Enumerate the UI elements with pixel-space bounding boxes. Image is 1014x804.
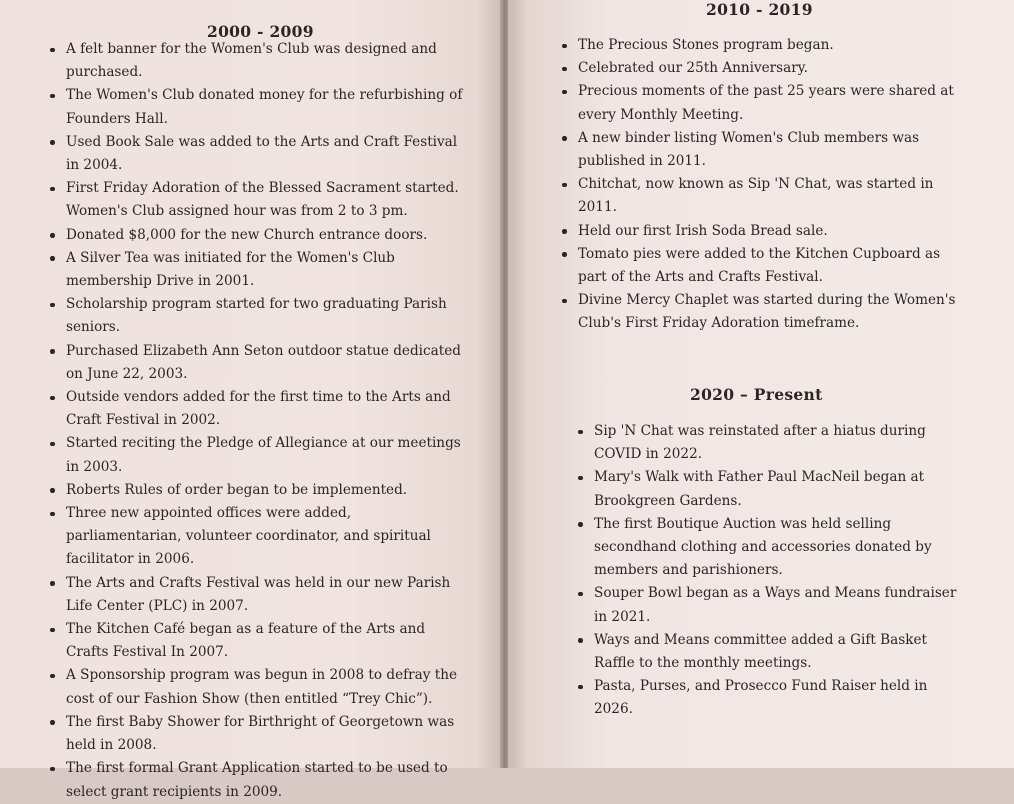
section-heading-2010-2019: 2010 - 2019 (706, 0, 813, 19)
list-item: The first Baby Shower for Birthright of Georgetown was held in 2008. (50, 711, 470, 757)
list-item: Pasta, Purses, and Prosecco Fund Raiser held in 2026. (578, 675, 958, 721)
list-item: Souper Bowl began as a Ways and Means fundraiser in 2021. (578, 582, 958, 628)
list-item: Mary's Walk with Father Paul MacNeil began at Brookgreen Gardens. (578, 466, 958, 512)
list-item: The Women's Club donated money for the refurbishing of Founders Hall. (50, 84, 470, 130)
list-item: Celebrated our 25th Anniversary. (562, 57, 972, 80)
list-item: A Sponsorship program was begun in 2008 to defray the cost of our Fashion Show (then entitled “Trey Chic”). (50, 664, 470, 710)
list-item: The first formal Grant Application started to be used to select grant recipients in 2009. (50, 757, 470, 803)
list-item: The first Boutique Auction was held selling secondhand clothing and accessories donated by members and parishioners. (578, 513, 958, 583)
list-item: Sip 'N Chat was reinstated after a hiatus during COVID in 2022. (578, 420, 958, 466)
list-item: Outside vendors added for the first time to the Arts and Craft Festival in 2002. (50, 386, 470, 432)
list-item: Tomato pies were added to the Kitchen Cupboard as part of the Arts and Crafts Festival. (562, 243, 972, 289)
list-item: Divine Mercy Chaplet was started during the Women's Club's First Friday Adoration timeframe. (562, 289, 972, 335)
list-item: Ways and Means committee added a Gift Basket Raffle to the monthly meetings. (578, 629, 958, 675)
section-heading-2000-2009: 2000 - 2009 (207, 22, 314, 41)
list-item: The Arts and Crafts Festival was held in our new Parish Life Center (PLC) in 2007. (50, 572, 470, 618)
list-2010-2019 (562, 34, 972, 336)
list-item: A new binder listing Women's Club members was published in 2011. (562, 127, 972, 173)
list-item: Precious moments of the past 25 years were shared at every Monthly Meeting. (562, 80, 972, 126)
list-item: Purchased Elizabeth Ann Seton outdoor statue dedicated on June 22, 2003. (50, 340, 470, 386)
list-item: First Friday Adoration of the Blessed Sacrament started. Women's Club assigned hour was from 2 to 3 pm. (50, 177, 470, 223)
section-heading-2020-present: 2020 – Present (690, 385, 823, 404)
list-item: A Silver Tea was initiated for the Women's Club membership Drive in 2001. (50, 247, 470, 293)
list-item: Roberts Rules of order began to be implemented. (50, 479, 470, 502)
list-item: Held our first Irish Soda Bread sale. (562, 220, 972, 243)
list-item: Donated $8,000 for the new Church entrance doors. (50, 224, 470, 247)
list-item: Chitchat, now known as Sip 'N Chat, was started in 2011. (562, 173, 972, 219)
list-item: The Kitchen Café began as a feature of the Arts and Crafts Festival In 2007. (50, 618, 470, 664)
list-2020-present (578, 420, 958, 722)
list-2000-2009 (50, 38, 470, 804)
list-item: Used Book Sale was added to the Arts and Craft Festival in 2004. (50, 131, 470, 177)
list-item: Three new appointed offices were added, parliamentarian, volunteer coordinator, and spiritual facilitator in 2006. (50, 502, 470, 572)
list-item: A felt banner for the Women's Club was designed and purchased. (50, 38, 470, 84)
list-item: Scholarship program started for two graduating Parish seniors. (50, 293, 470, 339)
list-item: Started reciting the Pledge of Allegiance at our meetings in 2003. (50, 432, 470, 478)
list-item: The Precious Stones program began. (562, 34, 972, 57)
